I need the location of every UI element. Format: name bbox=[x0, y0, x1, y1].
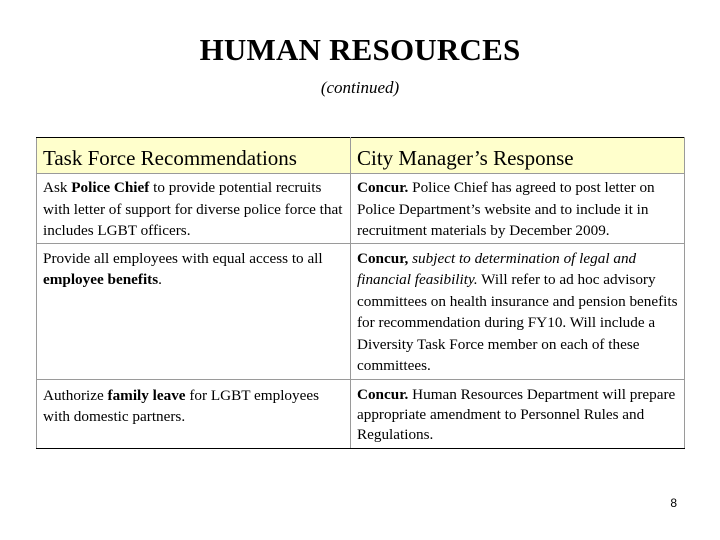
recommendation-text: for LGBT employees with domestic partners. bbox=[43, 386, 319, 425]
table-row bbox=[37, 379, 685, 448]
page-subtitle: (continued) bbox=[320, 78, 400, 97]
response-cell bbox=[351, 174, 685, 244]
recommendation-keyword: Police Chief bbox=[71, 179, 150, 196]
response-cell bbox=[351, 379, 685, 448]
recommendation-cell bbox=[37, 174, 351, 244]
response-verdict: Concur. bbox=[357, 385, 409, 403]
response-text: Will refer to ad hoc advisory committees on health insurance and pension benefits for recommendation during FY10. Will include a Diversity Task Force member on each of these committees. bbox=[357, 271, 678, 374]
recommendation-keyword: employee benefits bbox=[43, 271, 159, 288]
recommendation-cell bbox=[37, 379, 351, 448]
response-condition: subject to determination of legal and financial feasibility. bbox=[357, 249, 637, 288]
response-cell bbox=[351, 243, 685, 379]
recommendation-text: . bbox=[158, 271, 162, 288]
recommendations-table bbox=[36, 137, 685, 449]
table-row bbox=[37, 243, 685, 379]
page-title: HUMAN RESOURCES bbox=[199, 32, 521, 67]
recommendation-cell bbox=[37, 243, 351, 379]
column-header-response: City Manager’s Response bbox=[351, 138, 685, 174]
column-header-recommendations: Task Force Recommendations bbox=[37, 138, 351, 174]
recommendation-text: to provide potential recruits with letter of support for diverse police force that includes LGBT officers. bbox=[43, 179, 343, 239]
response-text: Police Chief has agreed to post letter on Police Department’s website and to include it in recruitment materials by December 2009. bbox=[357, 179, 655, 239]
table-header-row bbox=[37, 138, 685, 174]
recommendation-keyword: family leave bbox=[107, 386, 186, 404]
recommendation-text: Authorize bbox=[43, 386, 108, 404]
page-number: 8 bbox=[670, 496, 677, 510]
response-verdict: Concur, bbox=[357, 249, 409, 267]
response-verdict: Concur. bbox=[357, 179, 409, 196]
table-row bbox=[37, 174, 685, 244]
response-text: Human Resources Department will prepare appropriate amendment to Personnel Rules and Regulations. bbox=[357, 385, 676, 443]
recommendation-text: Provide all employees with equal access to all bbox=[43, 249, 323, 267]
recommendation-text: Ask bbox=[43, 179, 72, 196]
